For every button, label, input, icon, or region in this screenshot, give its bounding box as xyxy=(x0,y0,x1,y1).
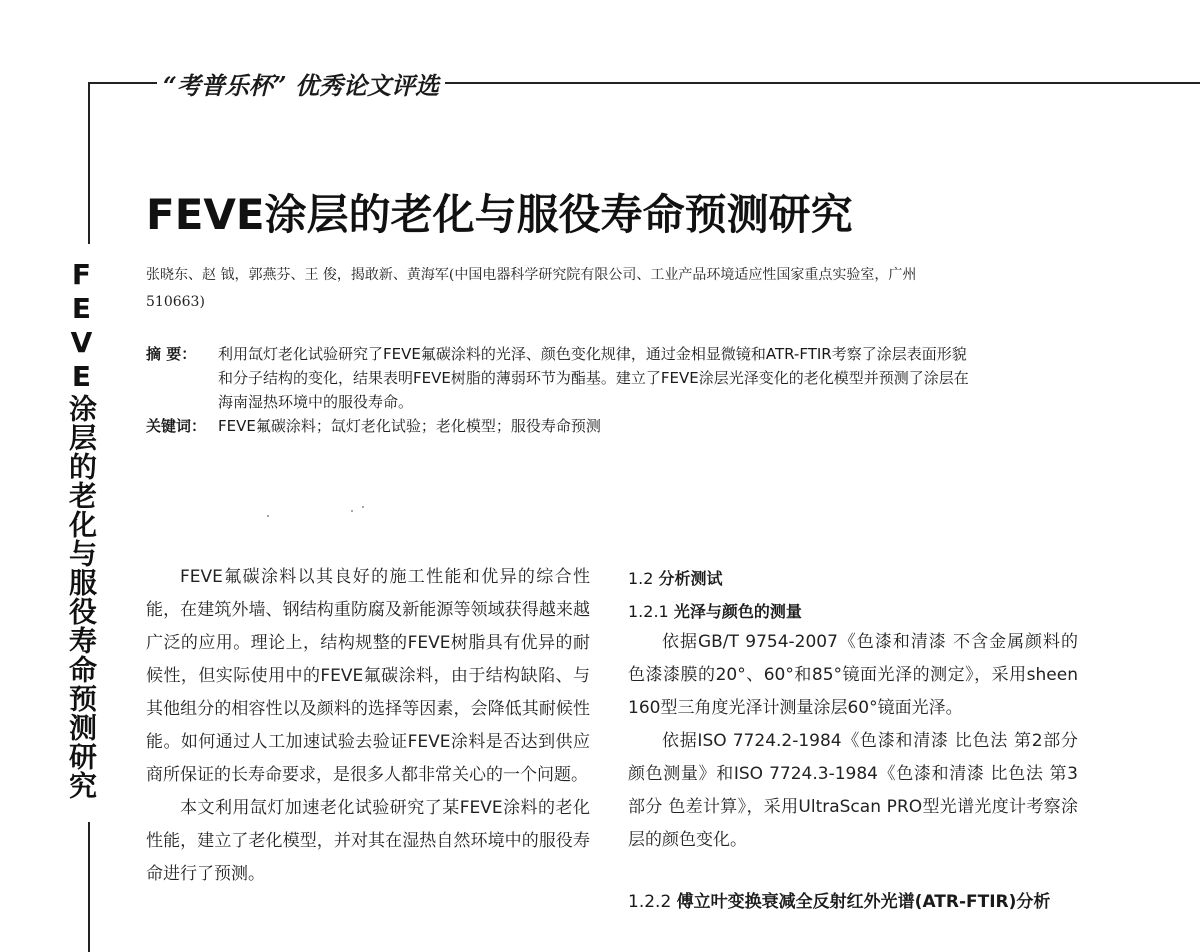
paragraph: FEVE氟碳涂料以其良好的施工性能和优异的综合性能，在建筑外墙、钢结构重防腐及新能源等领域获得越来越广泛的应用。理论上，结构规整的FEVE树脂具有优异的耐候性，但实际使用中的FEVE氟碳涂料，由于结构缺陷、与其他组分的相容性以及颜料的选择等因素，会降低其耐候性能。如何通过人工加速试验去验证FEVE涂料是否达到供应商所保证的长寿命要求，是很多人都非常关心的一个问题。 xyxy=(146,567,590,785)
heading-text: 光泽与颜色的测量 xyxy=(673,602,802,621)
heading-1-2-1 xyxy=(628,599,802,622)
side-title: FEVE涂层的老化与服役寿命预测研究 xyxy=(65,258,98,800)
paragraph: 依据ISO 7724.2-1984《色漆和清漆 比色法 第2部分 颜色测量》和ISO 7724.3-1984《色漆和清漆 比色法 第3部分 色差计算》，采用UltraScan PRO型光谱光度计考察涂层的颜色变化。 xyxy=(628,731,1078,850)
left-rule-top xyxy=(88,82,90,244)
right-column-paras xyxy=(628,626,1078,857)
keywords-text: FEVE氟碳涂料；氙灯老化试验；老化模型；服役寿命预测 xyxy=(218,417,601,435)
scan-speck xyxy=(351,510,353,512)
authors: 张晓东、赵 钺，郭燕芬、王 俊，揭敢新、黄海军(中国电器科学研究院有限公司、工业产品环境适应性国家重点实验室，广州 510663) xyxy=(146,267,917,310)
abstract-text: 利用氙灯老化试验研究了FEVE氟碳涂料的光泽、颜色变化规律，通过金相显微镜和ATR-FTIR考察了涂层表面形貌和分子结构的变化，结果表明FEVE树脂的薄弱环节为酯基。建立了FEVE涂层光泽变化的老化模型并预测了涂层在海南湿热环境中的服役寿命。 xyxy=(218,345,969,411)
paragraph: 依据GB/T 9754-2007《色漆和清漆 不含金属颜料的色漆漆膜的20°、60°和85°镜面光泽的测定》，采用sheen 160型三角度光泽计测量涂层60°镜面光泽。 xyxy=(628,632,1078,718)
section-label: “考普乐杯” 优秀论文评选 xyxy=(157,66,445,101)
scan-speck xyxy=(362,506,364,508)
abstract-label: 摘 要： xyxy=(146,345,197,363)
left-rule-bottom xyxy=(88,822,90,952)
heading-number: 1.2 xyxy=(628,569,654,588)
keywords xyxy=(146,414,976,438)
heading-text: 傅立叶变换衰减全反射红外光谱(ATR-FTIR)分析 xyxy=(676,892,1051,912)
heading-number: 1.2.2 xyxy=(628,892,672,912)
heading-1-2 xyxy=(628,566,723,589)
paper-title: FEVE涂层的老化与服役寿命预测研究 xyxy=(146,190,853,239)
abstract xyxy=(146,342,976,418)
paragraph: 本文利用氙灯加速老化试验研究了某FEVE涂料的老化性能，建立了老化模型，并对其在湿热自然环境中的服役寿命进行了预测。 xyxy=(146,798,590,884)
keywords-label: 关键词： xyxy=(146,417,207,435)
heading-1-2-2 xyxy=(628,886,1078,918)
heading-text: 分析测试 xyxy=(658,569,723,588)
scan-speck xyxy=(267,515,269,517)
heading-number: 1.2.1 xyxy=(628,602,669,621)
left-column xyxy=(146,561,590,891)
